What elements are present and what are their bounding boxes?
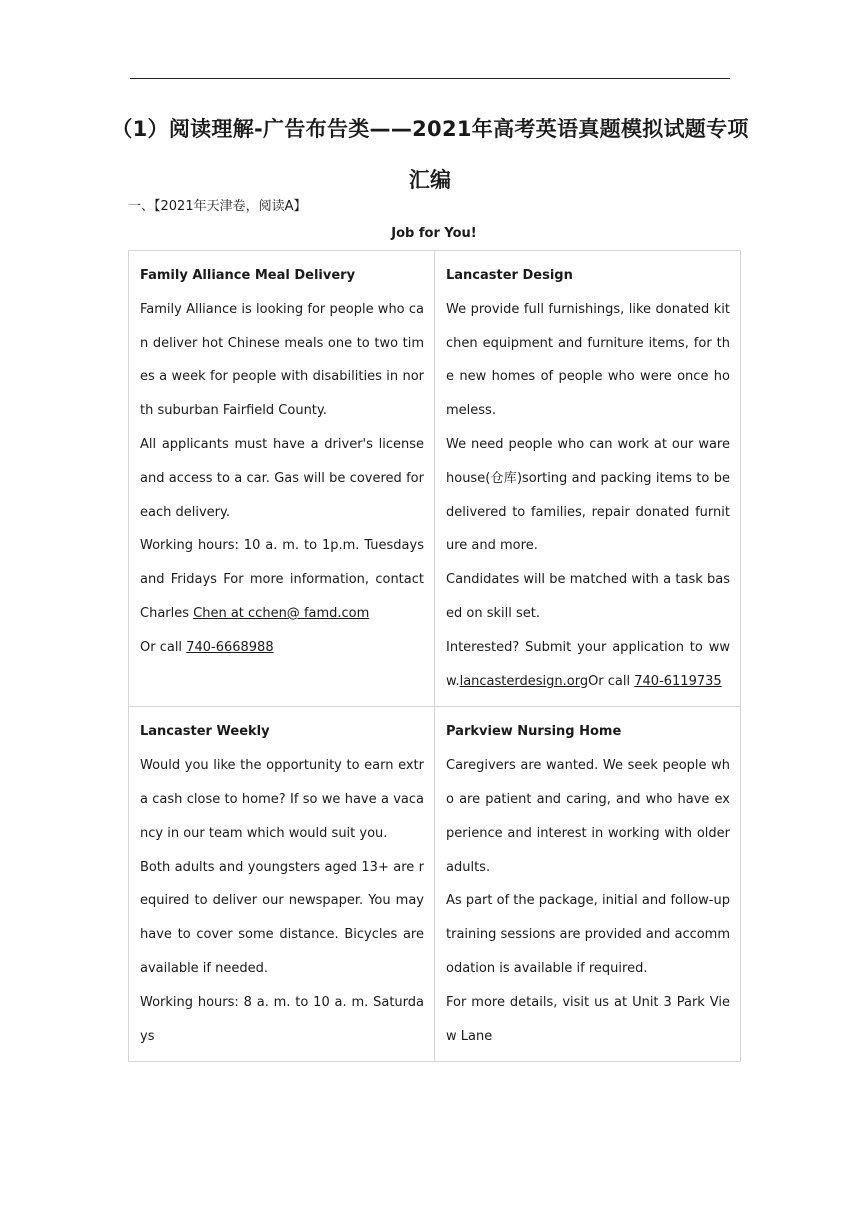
ad-paragraph: Would you like the opportunity to earn extra cash close to home? If so we have a vacancy in our team which would suit you.: [140, 758, 424, 841]
ad-paragraph: Working hours: 8 a. m. to 10 a. m. Saturdays: [140, 994, 424, 1044]
ad-paragraph: Both adults and youngsters aged 13+ are required to deliver our newspaper. You may have to cover some distance. Bicycles are available if needed.: [140, 859, 424, 976]
ad-paragraph: As part of the package, initial and follow-up training sessions are provided and accommodation is available if required.: [446, 893, 731, 976]
website-link[interactable]: lancasterdesign.org: [459, 673, 589, 689]
ad-paragraph: For more details, visit us at Unit 3 Park View Lane: [446, 994, 730, 1044]
call-prefix: Or call: [588, 673, 635, 689]
table-row: [129, 707, 741, 1062]
ad-paragraph: [446, 631, 730, 699]
table-caption: Job for You!: [391, 226, 477, 241]
ad-text: Working hours: 10 a. m. to 1p.m. Tuesdays and Fridays For more information, contact Charles: [140, 538, 424, 621]
phone-link[interactable]: 740-6119735: [634, 673, 722, 689]
job-ads-table: [128, 250, 741, 1062]
ad-paragraph: We need people who can work at our warehouse(仓库)sorting and packing items to be delivered to families, repair donated furniture and more.: [446, 436, 730, 554]
phone-link[interactable]: 740-6668988: [186, 639, 274, 655]
ad-lancaster-weekly: [129, 707, 435, 1062]
ad-title: Lancaster Weekly: [140, 724, 270, 740]
section-heading: 一、【2021年天津卷，阅读A】: [128, 199, 307, 214]
ad-paragraph: Candidates will be matched with a task based on skill set.: [446, 572, 730, 621]
document-title: （1）阅读理解-广告布告类——2021年高考英语真题模拟试题专项汇编: [111, 117, 749, 192]
ad-paragraph: We provide full furnishings, like donated kitchen equipment and furniture items, for the new homes of people who were once homeless.: [446, 301, 730, 419]
ad-paragraph: [140, 631, 424, 665]
table-row: [129, 251, 741, 707]
ad-paragraph: All applicants must have a driver's license and access to a car. Gas will be covered for each delivery.: [140, 436, 424, 520]
ad-paragraph: Caregivers are wanted. We seek people who are patient and caring, and who have experience and interest in working with older adults.: [446, 758, 730, 875]
header-rule: [130, 78, 730, 79]
email-link[interactable]: Chen at cchen@ famd.com: [193, 605, 370, 621]
ad-paragraph: Family Alliance is looking for people who can deliver hot Chinese meals one to two times a week for people with disabilities in north suburban Fairfield County.: [140, 301, 424, 419]
ad-title: Lancaster Design: [446, 268, 573, 283]
apply-prefix: Interested? Submit your application to www.: [446, 639, 730, 689]
ad-family-alliance: [129, 251, 435, 707]
ad-title: Family Alliance Meal Delivery: [140, 268, 356, 283]
call-prefix: Or call: [140, 639, 187, 655]
ad-lancaster-design: [435, 251, 741, 707]
ad-title: Parkview Nursing Home: [446, 724, 622, 740]
ad-paragraph: [140, 529, 424, 630]
ad-parkview-nursing-home: [435, 707, 741, 1062]
